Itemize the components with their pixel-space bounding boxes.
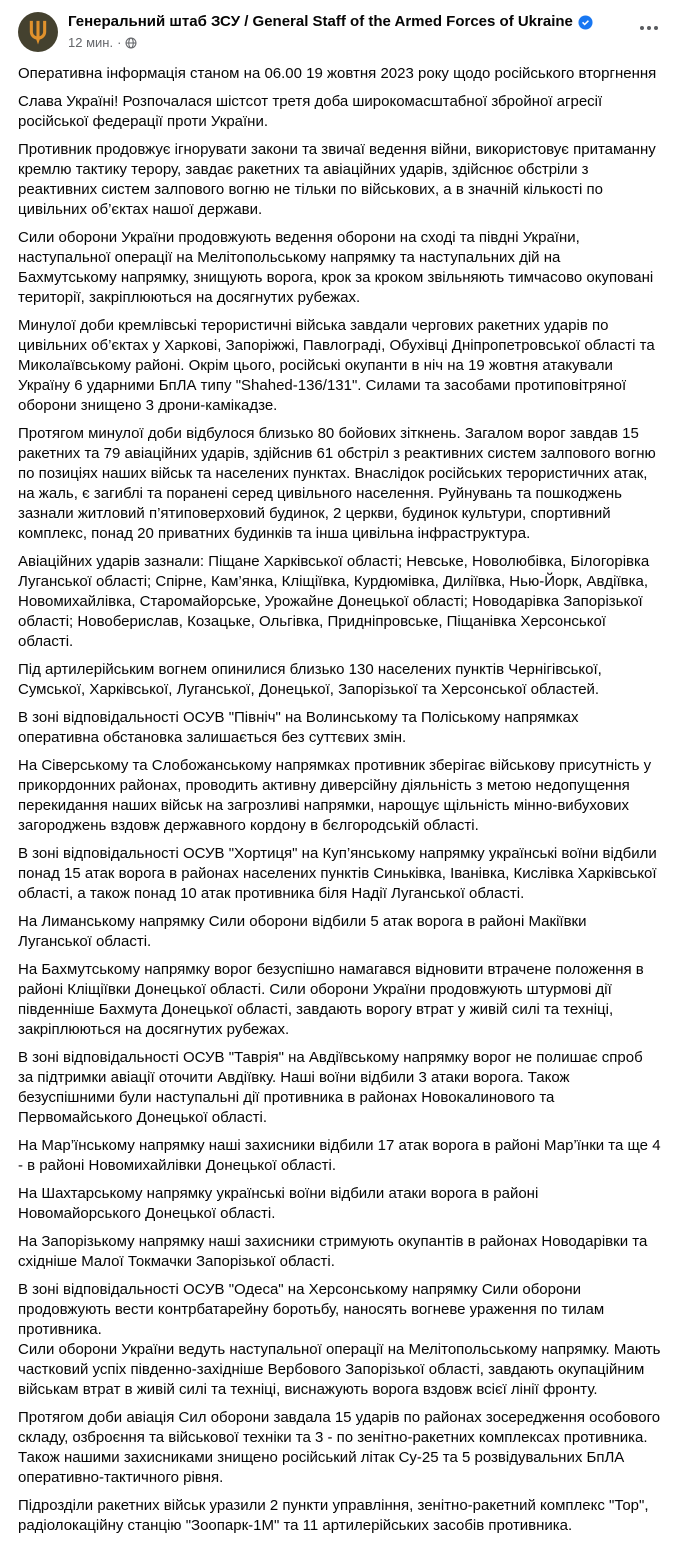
timestamp-row: [68, 34, 632, 51]
post-paragraph: В зоні відповідальності ОСУВ "Одеса" на Херсонському напрямку Сили оборони продовжують вести контрбатарейну боротьбу, наносять вогневе ураження по тилам противника.: [18, 1281, 605, 1338]
post-paragraph: Під артилерійським вогнем опинилися близько 130 населених пунктів Чернігівської, Сумської, Харківської, Луганської, Донецької, Запорізької та Херсонської областей.: [18, 661, 602, 698]
post-paragraph: Авіаційних ударів зазнали: Піщане Харківської області; Невське, Новолюбівка, Білогорівка Луганської області; Спірне, Кам’янка, Кліщіївка, Курдюмівка, Диліївка, Нью-Йорк, Авдіївка, Новомихайлівка, Старомайорське, Урожайне Донецької області; Новодарівка Запорізької області; Новоберислав, Козацьке, Ольгівка, Придніпровське, Піщанівка Херсонської області.: [18, 553, 650, 650]
post-paragraph: В зоні відповідальності ОСУВ "Північ" на Волинському та Поліському напрямках оперативна обстановка залишається без суттєвих змін.: [18, 709, 579, 746]
post-paragraph: В зоні відповідальності ОСУВ "Хортиця" на Куп’янському напрямку українські воїни відбили понад 15 атак ворога в районах населених пунктів Синьківка, Іванівка, Кислівка Харківської області, а також понад 10 атак противника біля Надії Луганської області.: [18, 845, 657, 902]
post-paragraph: Противник продовжує ігнорувати закони та звичаї ведення війни, використовує притаманну кремлю тактику терору, завдає ракетних та авіаційних ударів, здійснює обстріли з реактивних систем залпового вогню не тільки по військових, а в значній кількості по цивільних об’єктах нашої держави.: [18, 141, 656, 218]
verified-badge-icon: [578, 15, 593, 30]
post-paragraph: Підрозділи ракетних військ уразили 2 пункти управління, зенітно-ракетний комплекс "Тор", радіолокаційну станцію "Зоопарк-1М" та 11 артилерійських засобів противника.: [18, 1497, 649, 1534]
timestamp-separator: ·: [117, 35, 122, 50]
post-paragraph: Протягом доби авіація Сил оборони завдала 15 ударів по районах зосередження особового складу, озброєння та військової техніки та 3 - по зенітно-ракетних комплексах противника. Також нашими захисниками знищено російський літак Су-25 та 5 розвідувальних БпЛА оперативно-тактичного рівня.: [18, 1409, 661, 1486]
post-paragraph: На Лиманському напрямку Сили оборони відбили 5 атак ворога в районі Макіївки Луганської області.: [18, 913, 587, 950]
post-paragraph: На Сіверському та Слобожанському напрямках противник зберігає військову присутність у прикордонних районах, проводить активну диверсійну діяльність з метою недопущення перекидання наших військ на загрозливі напрямки, нарощує щільність мінно-вибухових загороджень вздовж державного кордону в бєлгородській області.: [18, 757, 652, 834]
post-text: [0, 56, 680, 1550]
post-paragraph: Протягом минулої доби відбулося близько 80 бойових зіткнень. Загалом ворог завдав 15 ракетних та 79 авіаційних ударів, здійснив 61 обстріл з реактивних систем залпового вогню по позиціях наших військ та населених пунктах. Внаслідок російських терористичних атак, на жаль, є загиблі та поранені серед цивільного населення. Руйнувань та пошкоджень зазнали житловий п’ятиповерховий будинок, 2 церкви, будинок культури, спортивний комплекс, понад 20 приватних будинків та інша цивільна інфраструктура.: [18, 425, 656, 542]
post-paragraph: Слава Україні! Розпочалася шістсот третя доба широкомасштабної збройної агресії російської федерації проти України.: [18, 93, 603, 130]
post-menu-button[interactable]: [632, 12, 666, 38]
post-paragraph: На Запорізькому напрямку наші захисники стримують окупантів в районах Новодарівки та східніше Малої Токмачки Запорізької області.: [18, 1233, 648, 1270]
post-paragraph: В зоні відповідальності ОСУВ "Таврія" на Авдіївському напрямку ворог не полишає спроб за підтримки авіації оточити Авдіївку. Наші воїни відбили 3 атаки ворога. Також безуспішними були наступальні дії противника в районах Новокалинового та Первомайського Донецької області.: [18, 1049, 643, 1126]
post-paragraph: Оперативна інформація станом на 06.00 19 жовтня 2023 року щодо російського вторгнення: [18, 65, 657, 82]
page-avatar[interactable]: [18, 12, 58, 52]
globe-public-icon: [125, 37, 137, 49]
post-paragraph: На Мар’їнському напрямку наші захисники відбили 17 атак ворога в районі Мар’їнки та ще 4 - в районі Новомихайлівки Донецької області.: [18, 1137, 661, 1174]
post-paragraph: Сили оборони України ведуть наступальної операції на Мелітопольському напрямку. Мають частковий успіх південно-західніше Вербового Запорізької області, завдають окупаційним військам втрат в живій силі та техніці, виснажують ворога вздовж всієї лінії фронту.: [18, 1341, 661, 1398]
post-paragraph: Сили оборони України продовжують ведення оборони на сході та півдні України, наступальної операції на Мелітопольському напрямку та наступальних дій на Бахмутському напрямку, знищують ворога, крок за кроком звільняють тимчасово окуповані території, закріплюються на досягнутих рубежах.: [18, 229, 654, 306]
three-dots-menu-icon: [654, 26, 658, 30]
post-paragraph: Минулої доби кремлівські терористичні війська завдали чергових ракетних ударів по цивільних об’єктах у Харкові, Запоріжжі, Павлограді, Обухівці Дніпропетровської області та Миколаївському районі. Окрім цього, російські окупанти в ніч на 19 жовтня атакували Україну 6 ударними БпЛА типу "Shahed-136/131". Силами та засобами протиповітряної оборони знищено 3 дрони-камікадзе.: [18, 317, 655, 414]
page-name-link[interactable]: Генеральний штаб ЗСУ / General Staff of the Armed Forces of Ukraine: [68, 13, 573, 30]
three-dots-menu-icon: [640, 26, 644, 30]
header-info: [68, 12, 632, 51]
post-paragraph: На Шахтарському напрямку українські воїни відбили атаки ворога в районі Новомайорського Донецької області.: [18, 1185, 539, 1222]
ukraine-trident-icon: [27, 19, 49, 46]
three-dots-menu-icon: [647, 26, 651, 30]
post-timestamp[interactable]: 12 мин.: [68, 35, 114, 50]
post-paragraph: На Бахмутському напрямку ворог безуспішно намагався відновити втрачене положення в районі Кліщіївки Донецької області. Сили оборони України продовжують штурмові дії південніше Бахмута Донецької області, завдають ворогу втрат у живій силі та техніці, закріплюються на досягнутих рубежах.: [18, 961, 644, 1038]
post-header: [0, 0, 680, 56]
